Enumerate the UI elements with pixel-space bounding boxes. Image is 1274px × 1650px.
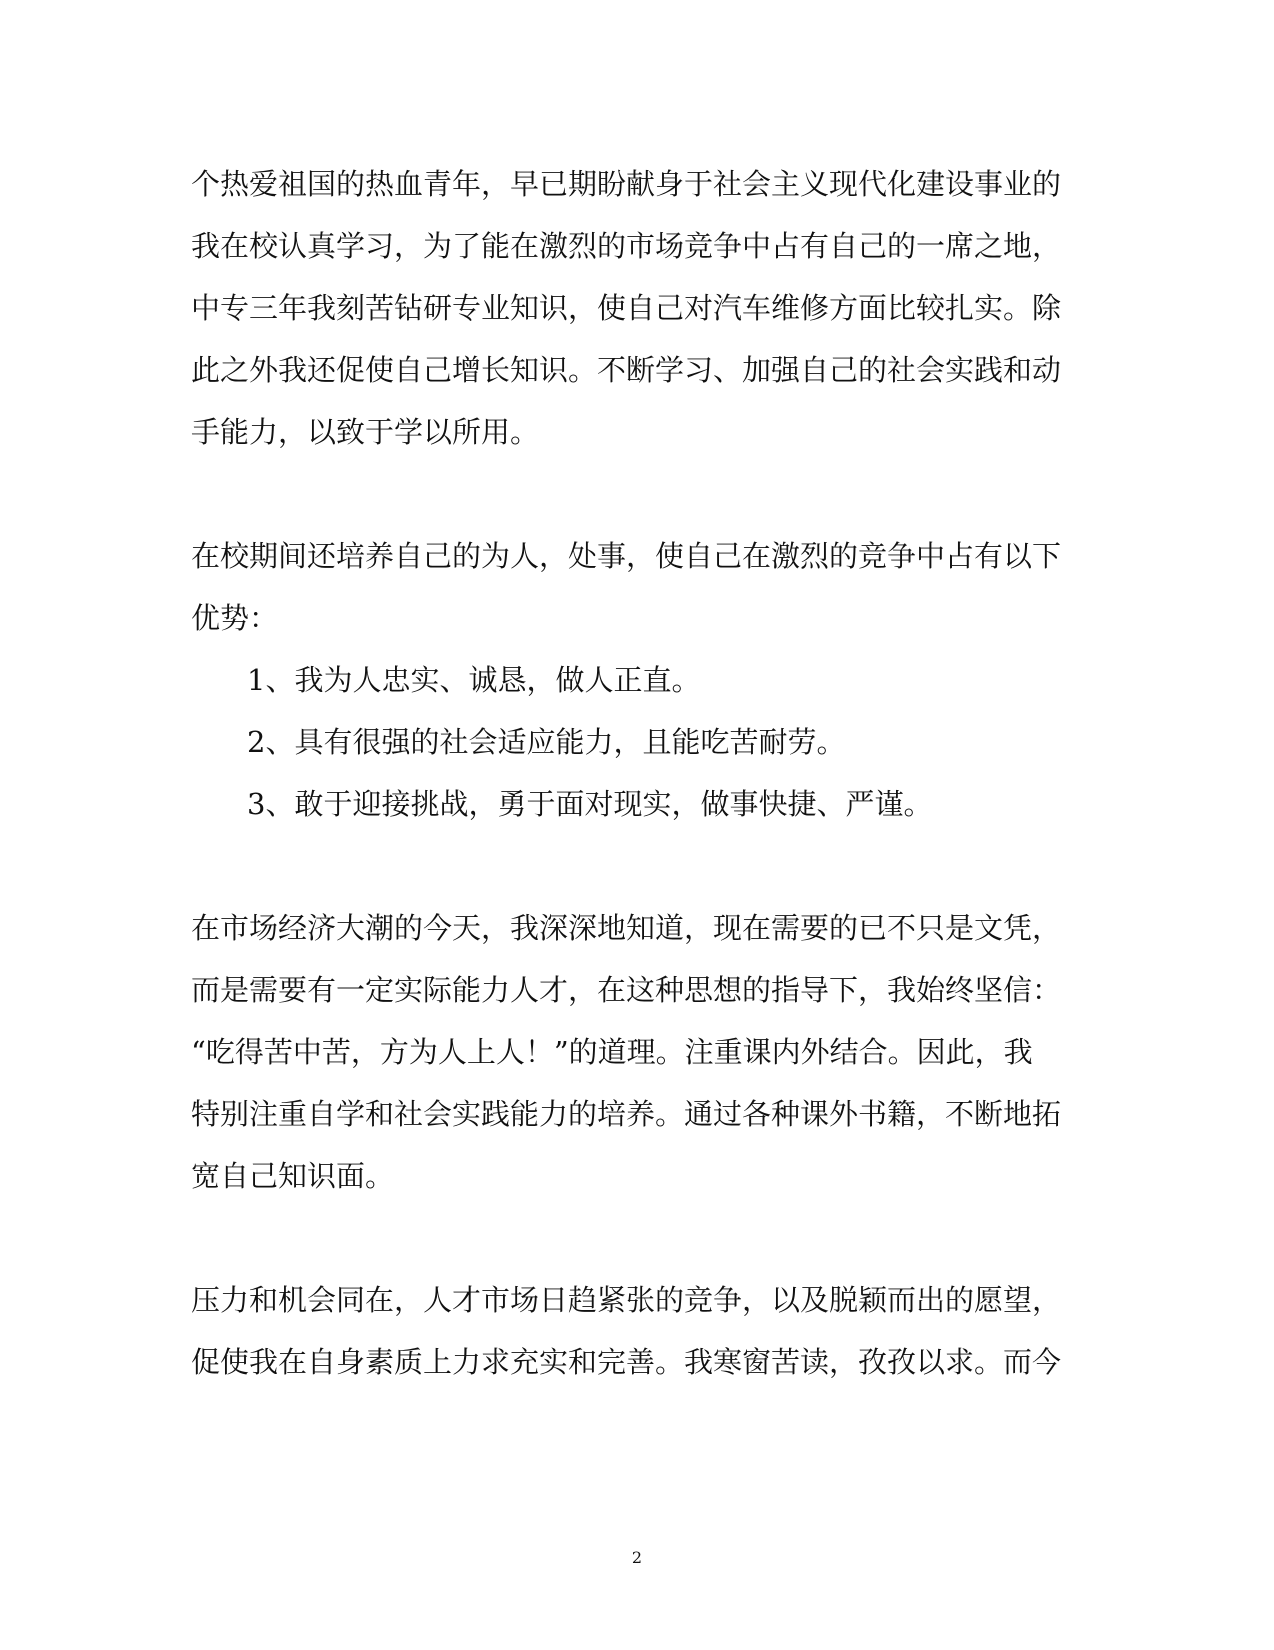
text-line: 而是需要有一定实际能力人才，在这种思想的指导下，我始终坚信： bbox=[191, 973, 1062, 1007]
page-number: 2 bbox=[631, 1548, 643, 1567]
list-item: 1、我为人忠实、诚恳，做人正直。 bbox=[247, 663, 701, 697]
text-line: 手能力，以致于学以所用。 bbox=[191, 415, 540, 449]
text-line: 在校期间还培养自己的为人，处事，使自己在激烈的竞争中占有以下 bbox=[191, 539, 1062, 573]
text-line: 中专三年我刻苦钻研专业知识，使自己对汽车维修方面比较扎实。除 bbox=[191, 291, 1062, 325]
text-line: “吃得苦中苦，方为人上人！”的道理。注重课内外结合。因此，我 bbox=[191, 1035, 1033, 1069]
text-line: 我在校认真学习，为了能在激烈的市场竞争中占有自己的一席之地， bbox=[191, 229, 1062, 263]
text-line: 在市场经济大潮的今天，我深深地知道，现在需要的已不只是文凭， bbox=[191, 911, 1062, 945]
text-line: 促使我在自身素质上力求充实和完善。我寒窗苦读，孜孜以求。而今 bbox=[191, 1345, 1062, 1379]
list-item: 2、具有很强的社会适应能力，且能吃苦耐劳。 bbox=[247, 725, 846, 759]
text-line: 此之外我还促使自己增长知识。不断学习、加强自己的社会实践和动 bbox=[191, 353, 1062, 387]
text-line: 优势： bbox=[191, 601, 279, 635]
text-line: 个热爱祖国的热血青年，早已期盼献身于社会主义现代化建设事业的 bbox=[191, 167, 1062, 201]
text-line: 压力和机会同在，人才市场日趋紧张的竞争，以及脱颖而出的愿望， bbox=[191, 1283, 1062, 1317]
text-line: 宽自己知识面。 bbox=[191, 1159, 395, 1193]
list-item: 3、敢于迎接挑战，勇于面对现实，做事快捷、严谨。 bbox=[247, 787, 933, 821]
text-line: 特别注重自学和社会实践能力的培养。通过各种课外书籍，不断地拓 bbox=[191, 1097, 1062, 1131]
